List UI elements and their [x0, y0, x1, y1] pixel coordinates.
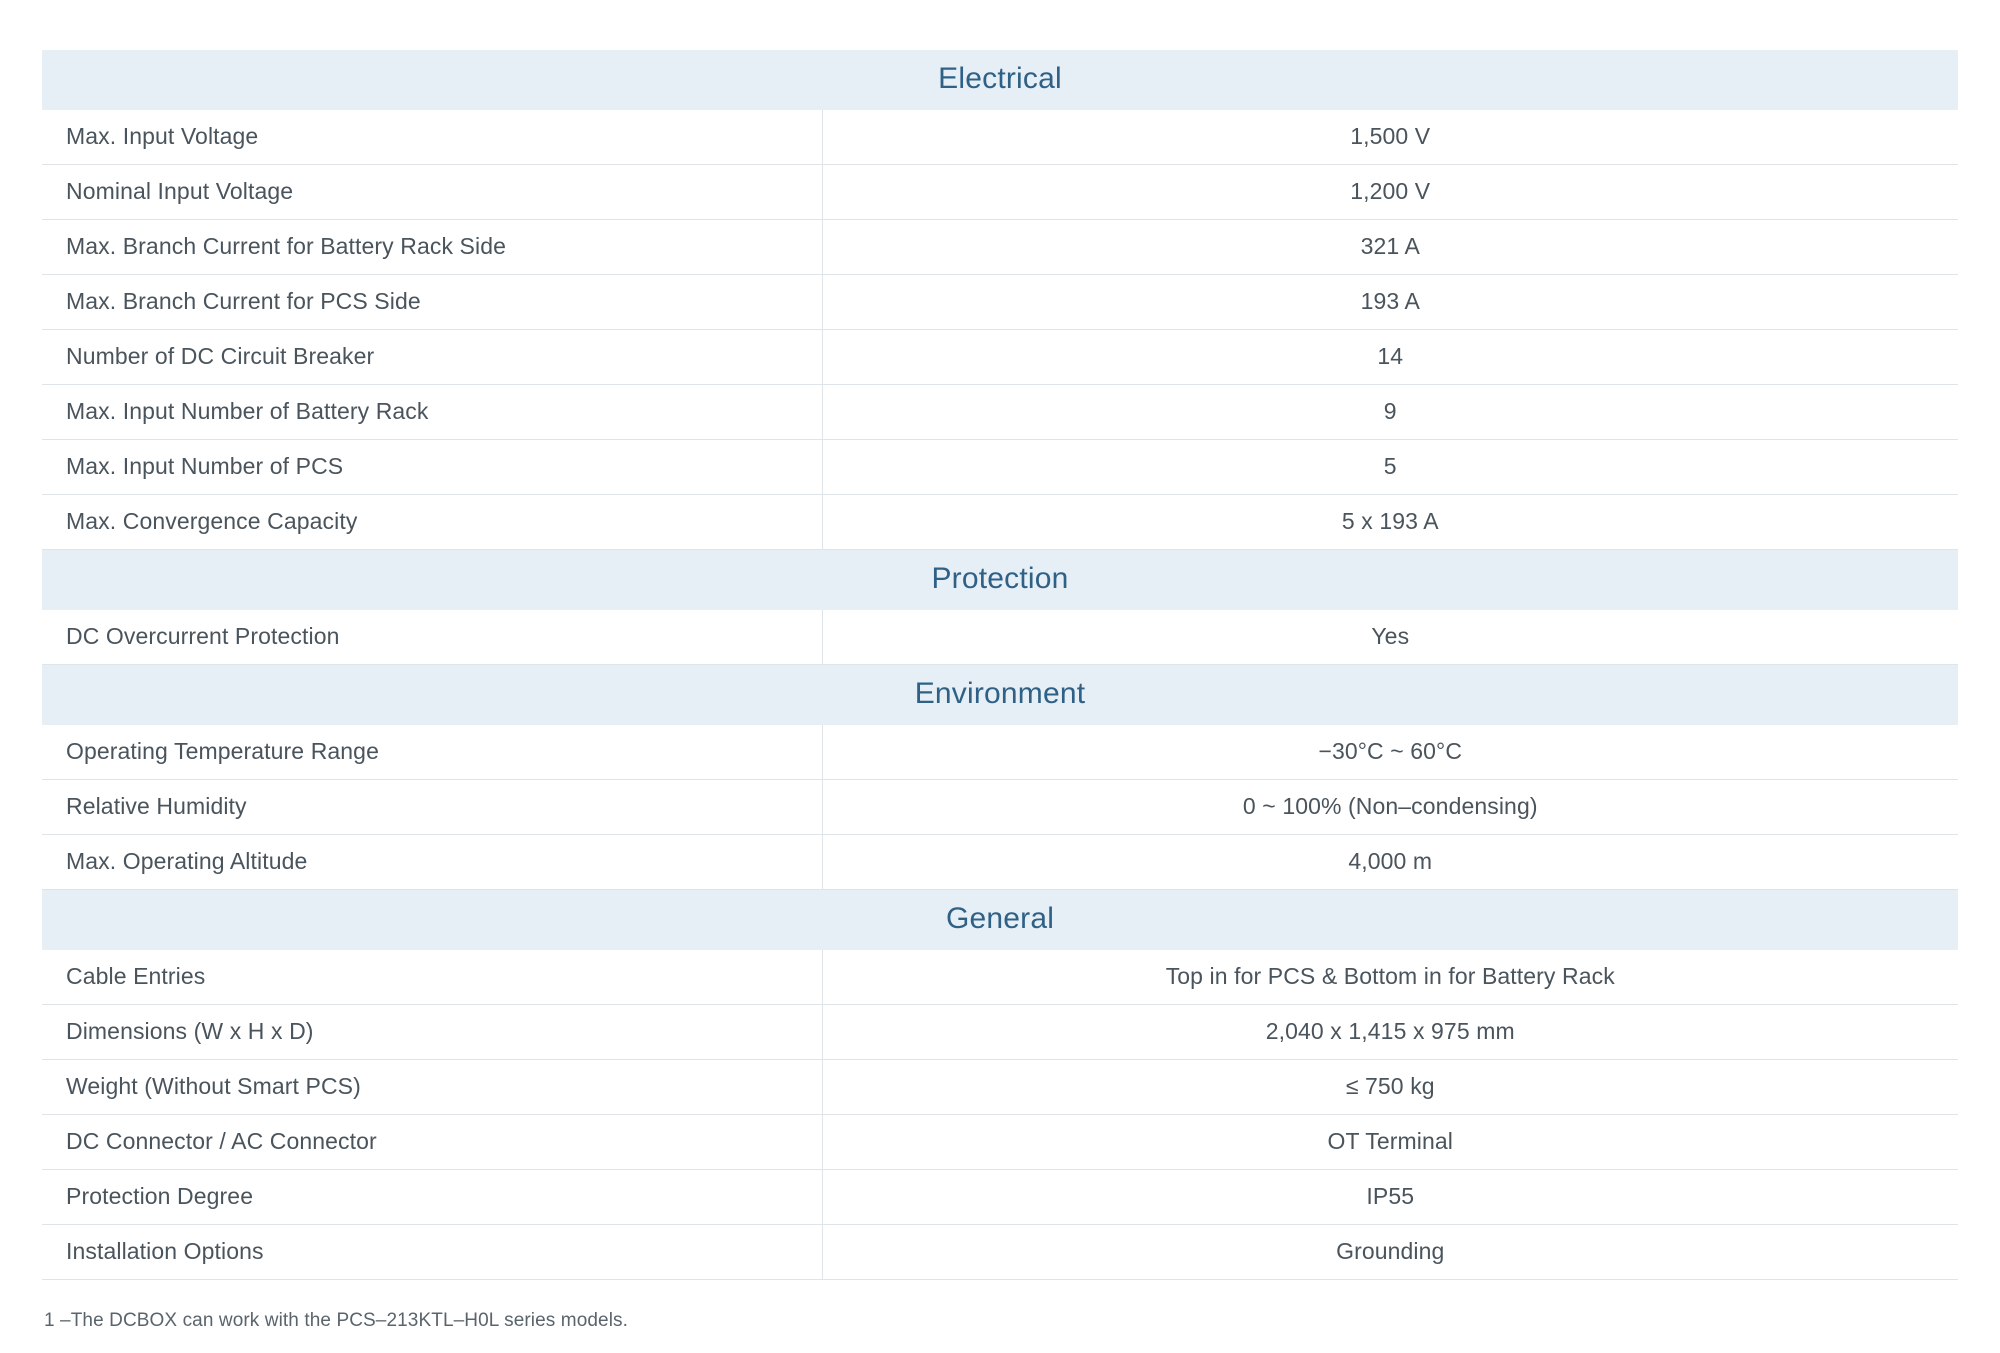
spec-value: 4,000 m — [822, 835, 1958, 890]
footnote: 1 –The DCBOX can work with the PCS–213KTL–H0L series models. — [44, 1310, 629, 1331]
spec-label: Dimensions (W x H x D) — [42, 1005, 822, 1060]
table-row — [42, 165, 1958, 220]
section-header-row — [42, 665, 1958, 726]
spec-value: 2,040 x 1,415 x 975 mm — [822, 1005, 1958, 1060]
specification-table — [42, 50, 1958, 1280]
spec-value: OT Terminal — [822, 1115, 1958, 1170]
table-row — [42, 1060, 1958, 1115]
table-row — [42, 950, 1958, 1005]
spec-label: Max. Branch Current for PCS Side — [42, 275, 822, 330]
table-row — [42, 495, 1958, 550]
section-header-row — [42, 890, 1958, 951]
section-title: General — [42, 890, 1958, 951]
table-row — [42, 110, 1958, 165]
spec-label: Installation Options — [42, 1225, 822, 1280]
spec-label: Max. Branch Current for Battery Rack Side — [42, 220, 822, 275]
spec-value: Grounding — [822, 1225, 1958, 1280]
spec-value: 14 — [822, 330, 1958, 385]
spec-label: Operating Temperature Range — [42, 725, 822, 780]
spec-value: Yes — [822, 610, 1958, 665]
section-header-row — [42, 550, 1958, 611]
spec-label: Protection Degree — [42, 1170, 822, 1225]
spec-value: Top in for PCS & Bottom in for Battery Rack — [822, 950, 1958, 1005]
table-row — [42, 1115, 1958, 1170]
table-row — [42, 220, 1958, 275]
spec-value: 1,200 V — [822, 165, 1958, 220]
spec-value: 1,500 V — [822, 110, 1958, 165]
spec-label: DC Overcurrent Protection — [42, 610, 822, 665]
spec-value: IP55 — [822, 1170, 1958, 1225]
spec-value: 5 — [822, 440, 1958, 495]
spec-label: Max. Input Voltage — [42, 110, 822, 165]
spec-label: Number of DC Circuit Breaker — [42, 330, 822, 385]
section-title: Environment — [42, 665, 1958, 726]
table-row — [42, 835, 1958, 890]
table-row — [42, 330, 1958, 385]
spec-label: Cable Entries — [42, 950, 822, 1005]
spec-label: Max. Operating Altitude — [42, 835, 822, 890]
table-row — [42, 275, 1958, 330]
spec-value: −30°C ~ 60°C — [822, 725, 1958, 780]
spec-value: 9 — [822, 385, 1958, 440]
section-title: Protection — [42, 550, 1958, 611]
spec-value: 0 ~ 100% (Non–condensing) — [822, 780, 1958, 835]
table-row — [42, 1225, 1958, 1280]
section-title: Electrical — [42, 50, 1958, 110]
table-row — [42, 1005, 1958, 1060]
spec-label: Max. Input Number of Battery Rack — [42, 385, 822, 440]
spec-label: Nominal Input Voltage — [42, 165, 822, 220]
spec-value: 193 A — [822, 275, 1958, 330]
spec-label: Weight (Without Smart PCS) — [42, 1060, 822, 1115]
spec-value: 321 A — [822, 220, 1958, 275]
table-row — [42, 1170, 1958, 1225]
table-row — [42, 385, 1958, 440]
section-header-row — [42, 50, 1958, 110]
specification-table-body — [42, 50, 1958, 1280]
table-row — [42, 725, 1958, 780]
spec-label: DC Connector / AC Connector — [42, 1115, 822, 1170]
table-row — [42, 610, 1958, 665]
spec-label: Max. Input Number of PCS — [42, 440, 822, 495]
spec-label: Relative Humidity — [42, 780, 822, 835]
spec-label: Max. Convergence Capacity — [42, 495, 822, 550]
table-row — [42, 780, 1958, 835]
table-row — [42, 440, 1958, 495]
spec-value: ≤ 750 kg — [822, 1060, 1958, 1115]
spec-value: 5 x 193 A — [822, 495, 1958, 550]
